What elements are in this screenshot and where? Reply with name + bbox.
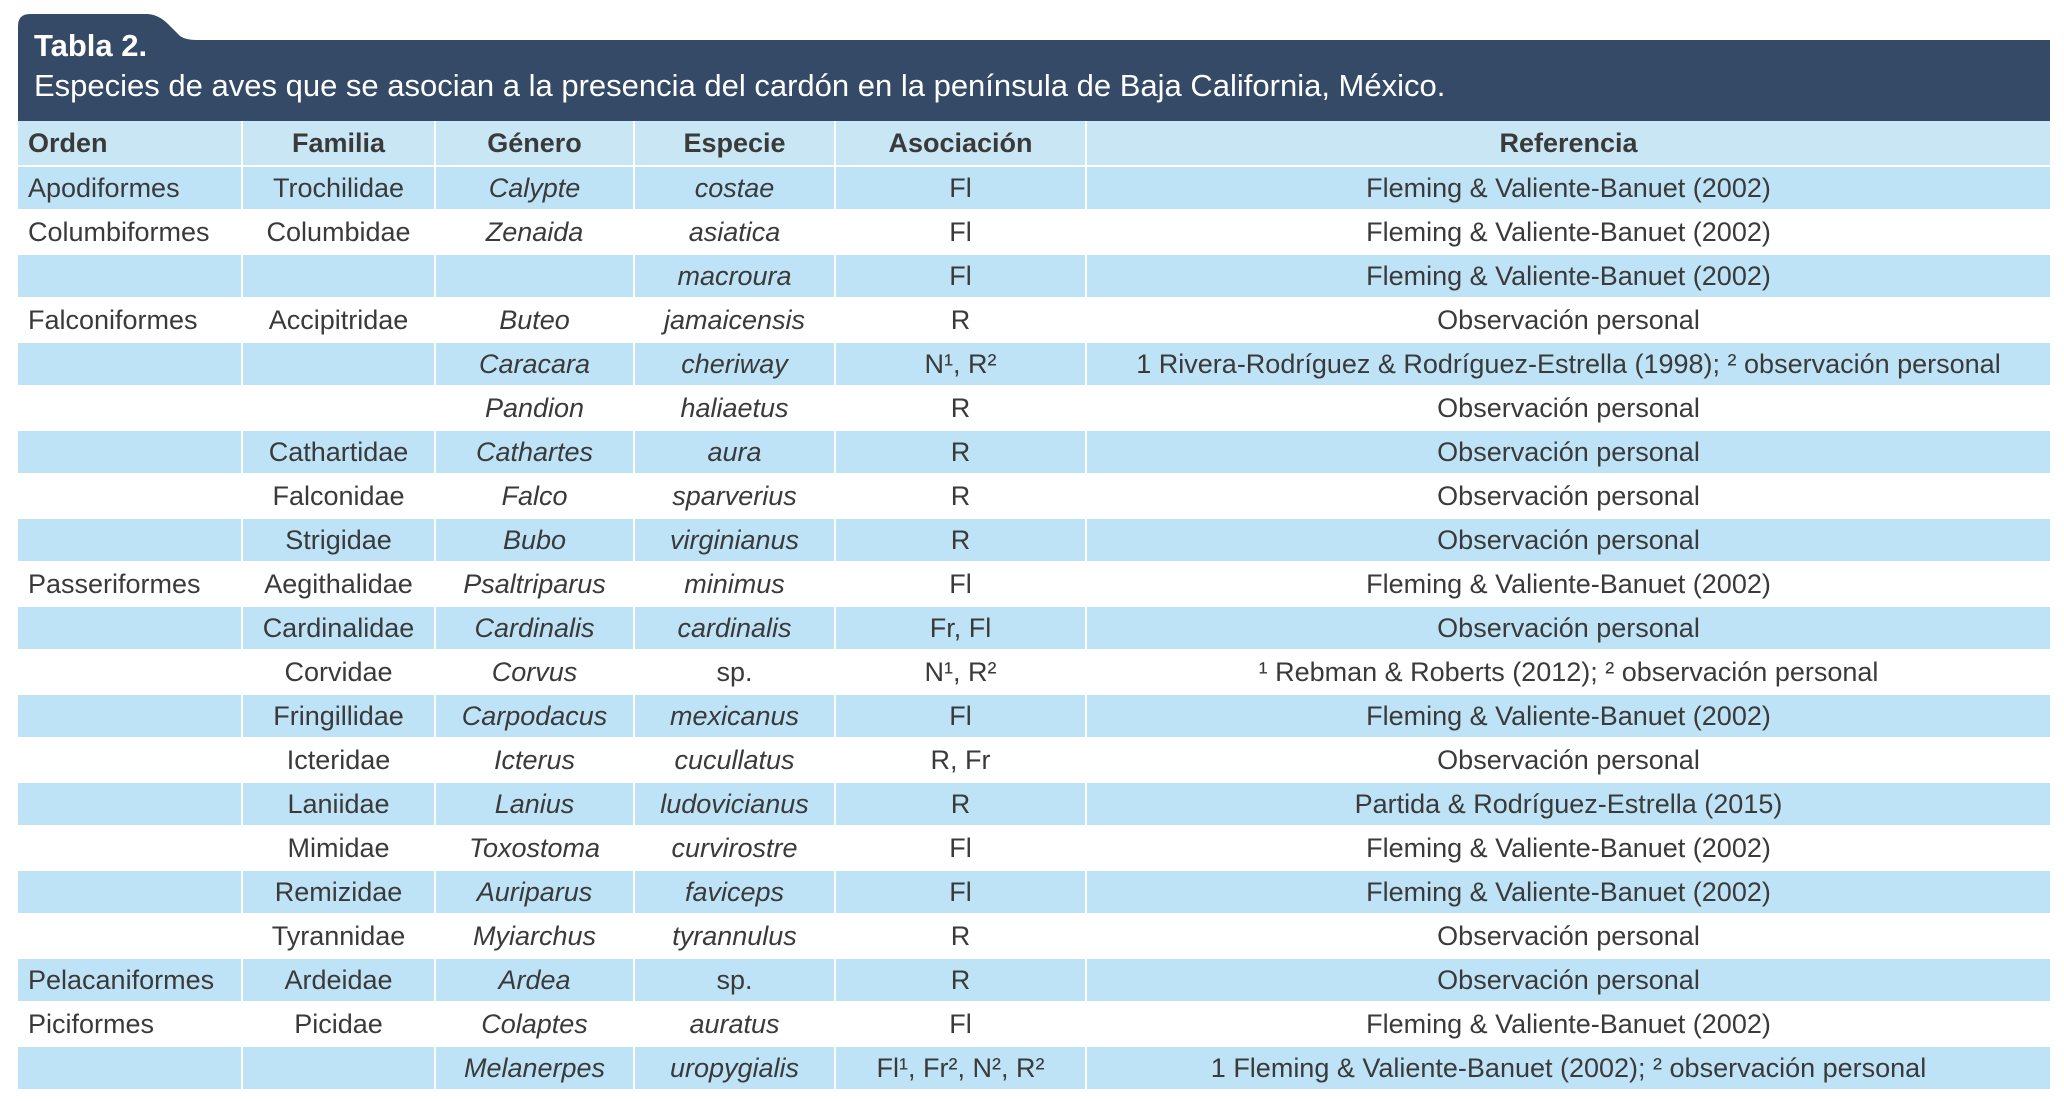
cell-asociacion: Fl [835, 210, 1086, 254]
table-row [18, 914, 2050, 958]
cell-genero: Ardea [435, 958, 634, 1002]
cell-familia [242, 1046, 435, 1090]
cell-asociacion: R [835, 914, 1086, 958]
cell-genero: Cardinalis [435, 606, 634, 650]
cell-orden [18, 694, 242, 738]
cell-familia [242, 342, 435, 386]
cell-orden [18, 254, 242, 298]
table-row [18, 650, 2050, 694]
cell-referencia: Fleming & Valiente-Banuet (2002) [1086, 562, 2050, 606]
cell-asociacion: N¹, R² [835, 650, 1086, 694]
cell-referencia: Fleming & Valiente-Banuet (2002) [1086, 870, 2050, 914]
cell-orden [18, 474, 242, 518]
cell-especie: uropygialis [634, 1046, 835, 1090]
cell-especie: costae [634, 166, 835, 210]
cell-asociacion: Fl [835, 166, 1086, 210]
table-row [18, 958, 2050, 1002]
cell-asociacion: R [835, 958, 1086, 1002]
cell-orden: Piciformes [18, 1002, 242, 1046]
table-row [18, 826, 2050, 870]
cell-referencia: 1 Rivera-Rodríguez & Rodríguez-Estrella (1998); ² observación personal [1086, 342, 2050, 386]
cell-familia: Columbidae [242, 210, 435, 254]
column-header-familia: Familia [242, 121, 435, 166]
cell-genero: Buteo [435, 298, 634, 342]
cell-especie: sparverius [634, 474, 835, 518]
cell-asociacion: R [835, 518, 1086, 562]
cell-asociacion: Fl [835, 870, 1086, 914]
table-header-row [18, 121, 2050, 166]
cell-orden [18, 342, 242, 386]
table-row [18, 298, 2050, 342]
cell-asociacion: Fl¹, Fr², N², R² [835, 1046, 1086, 1090]
cell-familia: Mimidae [242, 826, 435, 870]
cell-especie: cardinalis [634, 606, 835, 650]
cell-especie: tyrannulus [634, 914, 835, 958]
cell-especie: sp. [634, 958, 835, 1002]
cell-familia: Aegithalidae [242, 562, 435, 606]
cell-referencia: Fleming & Valiente-Banuet (2002) [1086, 254, 2050, 298]
cell-referencia: Observación personal [1086, 298, 2050, 342]
cell-especie: asiatica [634, 210, 835, 254]
cell-especie: mexicanus [634, 694, 835, 738]
table-row [18, 1002, 2050, 1046]
cell-especie: cheriway [634, 342, 835, 386]
cell-especie: curvirostre [634, 826, 835, 870]
cell-genero: Lanius [435, 782, 634, 826]
cell-genero: Melanerpes [435, 1046, 634, 1090]
cell-genero: Psaltriparus [435, 562, 634, 606]
cell-referencia: Observación personal [1086, 606, 2050, 650]
cell-asociacion: R [835, 782, 1086, 826]
cell-asociacion: Fl [835, 254, 1086, 298]
cell-especie: ludovicianus [634, 782, 835, 826]
table-row [18, 562, 2050, 606]
table-row [18, 518, 2050, 562]
cell-familia: Remizidae [242, 870, 435, 914]
cell-asociacion: R [835, 474, 1086, 518]
cell-orden [18, 782, 242, 826]
cell-orden [18, 870, 242, 914]
cell-familia [242, 254, 435, 298]
cell-orden [18, 1046, 242, 1090]
cell-genero: Corvus [435, 650, 634, 694]
cell-genero: Caracara [435, 342, 634, 386]
cell-asociacion: R, Fr [835, 738, 1086, 782]
cell-familia: Cathartidae [242, 430, 435, 474]
cell-referencia: Fleming & Valiente-Banuet (2002) [1086, 1002, 2050, 1046]
cell-genero: Myiarchus [435, 914, 634, 958]
cell-familia: Strigidae [242, 518, 435, 562]
table-row [18, 254, 2050, 298]
table-row [18, 210, 2050, 254]
cell-genero: Cathartes [435, 430, 634, 474]
table-row [18, 694, 2050, 738]
cell-familia: Picidae [242, 1002, 435, 1046]
cell-orden [18, 606, 242, 650]
cell-referencia: Observación personal [1086, 430, 2050, 474]
cell-asociacion: R [835, 386, 1086, 430]
cell-orden [18, 914, 242, 958]
cell-asociacion: R [835, 298, 1086, 342]
cell-referencia: Observación personal [1086, 738, 2050, 782]
column-header-asociacion: Asociación [835, 121, 1086, 166]
column-header-referencia: Referencia [1086, 121, 2050, 166]
cell-genero: Toxostoma [435, 826, 634, 870]
cell-referencia: Observación personal [1086, 914, 2050, 958]
cell-referencia: Observación personal [1086, 386, 2050, 430]
table-row [18, 430, 2050, 474]
cell-orden [18, 738, 242, 782]
cell-referencia: Partida & Rodríguez-Estrella (2015) [1086, 782, 2050, 826]
table-row [18, 606, 2050, 650]
cell-especie: aura [634, 430, 835, 474]
cell-genero: Icterus [435, 738, 634, 782]
cell-especie: virginianus [634, 518, 835, 562]
cell-orden [18, 430, 242, 474]
cell-referencia: Observación personal [1086, 474, 2050, 518]
cell-orden: Pelacaniformes [18, 958, 242, 1002]
cell-genero: Auriparus [435, 870, 634, 914]
cell-genero: Bubo [435, 518, 634, 562]
cell-genero [435, 254, 634, 298]
table-row [18, 1046, 2050, 1090]
cell-asociacion: Fl [835, 826, 1086, 870]
cell-referencia: Observación personal [1086, 518, 2050, 562]
cell-especie: jamaicensis [634, 298, 835, 342]
cell-orden: Passeriformes [18, 562, 242, 606]
cell-referencia: Observación personal [1086, 958, 2050, 1002]
cell-asociacion: Fl [835, 562, 1086, 606]
column-header-orden: Orden [18, 121, 242, 166]
cell-familia: Laniidae [242, 782, 435, 826]
cell-genero: Carpodacus [435, 694, 634, 738]
cell-familia: Icteridae [242, 738, 435, 782]
cell-referencia: 1 Fleming & Valiente-Banuet (2002); ² observación personal [1086, 1046, 2050, 1090]
cell-genero: Calypte [435, 166, 634, 210]
cell-especie: haliaetus [634, 386, 835, 430]
cell-familia: Accipitridae [242, 298, 435, 342]
cell-referencia: Fleming & Valiente-Banuet (2002) [1086, 694, 2050, 738]
cell-referencia: Fleming & Valiente-Banuet (2002) [1086, 826, 2050, 870]
cell-especie: auratus [634, 1002, 835, 1046]
cell-genero: Pandion [435, 386, 634, 430]
cell-especie: faviceps [634, 870, 835, 914]
cell-asociacion: Fr, Fl [835, 606, 1086, 650]
cell-familia: Corvidae [242, 650, 435, 694]
cell-familia: Fringillidae [242, 694, 435, 738]
table-row [18, 342, 2050, 386]
cell-especie: sp. [634, 650, 835, 694]
cell-orden: Apodiformes [18, 166, 242, 210]
cell-especie: minimus [634, 562, 835, 606]
table-row [18, 474, 2050, 518]
cell-especie: macroura [634, 254, 835, 298]
table-row [18, 870, 2050, 914]
cell-familia: Falconidae [242, 474, 435, 518]
cell-asociacion: R [835, 430, 1086, 474]
table-caption: Especies de aves que se asocian a la presencia del cardón en la península de Baja California, México. [34, 68, 1446, 103]
cell-genero: Zenaida [435, 210, 634, 254]
cell-orden [18, 386, 242, 430]
cell-asociacion: Fl [835, 694, 1086, 738]
table-row [18, 386, 2050, 430]
cell-referencia: Fleming & Valiente-Banuet (2002) [1086, 210, 2050, 254]
cell-especie: cucullatus [634, 738, 835, 782]
cell-orden [18, 826, 242, 870]
cell-orden [18, 518, 242, 562]
cell-genero: Colaptes [435, 1002, 634, 1046]
cell-asociacion: N¹, R² [835, 342, 1086, 386]
table-title-banner [18, 14, 2050, 121]
cell-referencia: ¹ Rebman & Roberts (2012); ² observación personal [1086, 650, 2050, 694]
cell-familia: Tyrannidae [242, 914, 435, 958]
column-header-genero: Género [435, 121, 634, 166]
cell-asociacion: Fl [835, 1002, 1086, 1046]
table-row [18, 738, 2050, 782]
cell-familia: Ardeidae [242, 958, 435, 1002]
table-label: Tabla 2. [34, 28, 148, 63]
cell-orden: Falconiformes [18, 298, 242, 342]
cell-orden [18, 650, 242, 694]
birds-table [18, 121, 2050, 1091]
cell-familia [242, 386, 435, 430]
column-header-especie: Especie [634, 121, 835, 166]
cell-orden: Columbiformes [18, 210, 242, 254]
cell-genero: Falco [435, 474, 634, 518]
cell-familia: Trochilidae [242, 166, 435, 210]
table-row [18, 782, 2050, 826]
cell-referencia: Fleming & Valiente-Banuet (2002) [1086, 166, 2050, 210]
cell-familia: Cardinalidae [242, 606, 435, 650]
table-row [18, 166, 2050, 210]
